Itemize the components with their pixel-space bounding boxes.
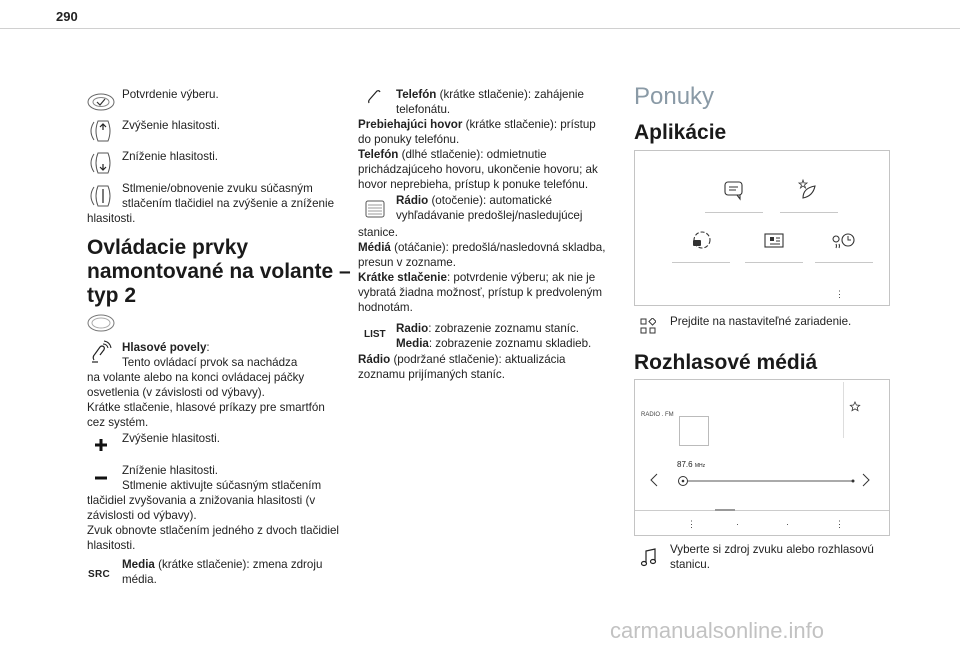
tel2-label: Telefón <box>358 148 399 161</box>
src-button-icon: SRC <box>88 569 111 580</box>
list-rad2-label: Rádio <box>358 353 391 366</box>
section-heading-steering-3: typ 2 <box>87 284 137 307</box>
call-label: Prebiehajúci hovor <box>358 118 463 131</box>
call-line-1 <box>358 118 596 133</box>
heating-timer-icon <box>832 228 856 252</box>
radio-menu-dot-2[interactable]: · <box>786 519 789 529</box>
list-button-icon: LIST <box>364 329 386 340</box>
apps-more-icon[interactable]: ⋮ <box>835 289 844 299</box>
minus-icon <box>93 474 109 482</box>
minus-text-2: Stlmenie aktivujte súčasným stlačením <box>122 479 322 492</box>
src-label: Media <box>122 558 155 571</box>
leaf-star-icon <box>797 178 821 202</box>
short-label: Krátke stlačenie <box>358 271 447 284</box>
voice-label: Hlasové povely <box>122 341 207 354</box>
freq-unit: MHz <box>694 463 706 469</box>
radio-screen <box>634 379 890 536</box>
app-sms-tile[interactable] <box>705 178 763 213</box>
confirm-button-icon <box>86 91 116 113</box>
media-label: Médiá <box>358 241 391 254</box>
station-artwork <box>679 416 709 446</box>
voice-text-3: osvetlenia (v závislosti od výbavy). <box>87 386 265 399</box>
grid-apps-icon <box>640 318 656 334</box>
freq-value: 87.6 <box>677 460 693 469</box>
list-radio-line <box>396 322 579 337</box>
plus-icon <box>93 437 109 453</box>
sms-icon <box>722 178 746 202</box>
call-text-2: do ponuky telefónu. <box>358 133 460 146</box>
thumbwheel-press-icon <box>86 183 116 209</box>
short-text-3: hodnotám. <box>358 301 413 314</box>
radio-text-2: vyhľadávanie predošlej/nasledujúcej <box>396 209 583 222</box>
radio-menu-dot-1[interactable]: · <box>736 519 739 529</box>
apps-caption: Prejdite na nastaviteľné zariadenie. <box>670 315 852 328</box>
short-text-1: : potvrdenie výberu; ak nie je <box>446 271 596 284</box>
display-settings-icon <box>762 228 786 252</box>
tel2-line-1 <box>358 148 547 163</box>
app-connect-tile[interactable] <box>672 228 730 263</box>
media-line-1 <box>358 241 605 256</box>
radio-wheel-icon <box>364 199 386 219</box>
tel2-text-3: hovor neprebieha, prístup k ponuke telefónu. <box>358 178 589 191</box>
mute-text-1: Stlmenie/obnovenie zvuku súčasným <box>122 182 313 195</box>
minus-text-6: hlasitosti. <box>87 539 136 552</box>
app-display-tile[interactable] <box>745 228 803 263</box>
tuning-slider[interactable] <box>677 474 857 492</box>
plus-text: Zvýšenie hlasitosti. <box>122 432 220 445</box>
list-media-label: Media <box>396 337 429 350</box>
minus-text-5: Zvuk obnovte stlačením jedného z dvoch tlačidiel <box>87 524 339 537</box>
radio-menu-icon-2[interactable]: ⋮ <box>835 519 844 529</box>
minus-text-1: Zníženie hlasitosti. <box>122 464 219 477</box>
app-eco-tile[interactable] <box>780 178 838 213</box>
vol-up-text: Zvýšenie hlasitosti. <box>122 119 220 132</box>
radio-text-1: (otočenie): automatické <box>428 194 552 207</box>
section-heading-radio-media: Rozhlasové médiá <box>634 351 818 374</box>
list-rad2-line <box>358 353 566 368</box>
list-rad2-text-2: zoznamu prijímaných staníc. <box>358 368 505 381</box>
radio-text-3: stanice. <box>358 226 398 239</box>
next-station-icon[interactable] <box>861 472 871 493</box>
call-text-1: (krátke stlačenie): prístup <box>462 118 596 131</box>
section-title-ponuky: Ponuky <box>634 83 715 110</box>
steering-control-icon <box>86 312 116 334</box>
voice-command-icon <box>88 340 114 366</box>
phone-icon <box>366 88 384 106</box>
tel-label: Telefón <box>396 88 437 101</box>
radio-band: RADIO . FM <box>641 412 674 418</box>
radio-caption-1: Vyberte si zdroj zvuku alebo rozhlasovú <box>670 543 874 556</box>
radio-label: Rádio <box>396 194 429 207</box>
voice-text-4: Krátke stlačenie, hlasové príkazy pre smartfón <box>87 401 325 414</box>
voice-text-5: cez systém. <box>87 416 149 429</box>
short-line-1 <box>358 271 595 286</box>
prev-station-icon[interactable] <box>649 472 659 493</box>
confirm-text: Potvrdenie výberu. <box>122 88 219 101</box>
short-text-2: vybratá žiadna možnosť, prístup k predvoleným <box>358 286 603 299</box>
tel2-text-2: prichádzajúceho hovoru, ukončenie hovoru; ak <box>358 163 598 176</box>
media-text-1: (otáčanie): predošlá/nasledovná skladba, <box>390 241 606 254</box>
media-text-2: presun v zozname. <box>358 256 456 269</box>
app-heating-tile[interactable] <box>815 228 873 263</box>
list-media-line <box>396 337 591 352</box>
tel-text-1: (krátke stlačenie): zahájenie <box>436 88 584 101</box>
voice-text-2: na volante alebo na konci ovládacej páčky <box>87 371 305 384</box>
radio-frequency <box>677 460 705 469</box>
page-number: 290 <box>56 9 78 24</box>
header-divider <box>0 28 960 29</box>
voice-text-1: Tento ovládací prvok sa nachádza <box>122 356 298 369</box>
tel-line-1 <box>396 88 584 103</box>
tel-text-2: telefonátu. <box>396 103 451 116</box>
favorite-star-icon[interactable] <box>849 400 861 418</box>
watermark: carmanualsonline.info <box>610 618 825 643</box>
minus-text-3: tlačidiel zvyšovania a znižovania hlasitosti (v <box>87 494 316 507</box>
vol-down-text: Zníženie hlasitosti. <box>122 150 219 163</box>
list-media-text: : zobrazenie zoznamu skladieb. <box>428 337 592 350</box>
tel2-text-1: (dlhé stlačenie): odmietnutie <box>398 148 547 161</box>
minus-text-4: závislosti od výbavy). <box>87 509 197 522</box>
radio-tab-indicator <box>715 509 735 511</box>
radio-caption-2: stanicu. <box>670 558 710 571</box>
src-text-1: (krátke stlačenie): zmena zdroju <box>154 558 323 571</box>
section-heading-steering-1: Ovládacie prvky <box>87 236 249 259</box>
music-note-icon <box>640 548 658 568</box>
list-radio-text: : zobrazenie zoznamu staníc. <box>428 322 580 335</box>
list-radio-label: Radio <box>396 322 429 335</box>
mute-text-2: stlačením tlačidiel na zvýšenie a zníženie <box>122 197 335 210</box>
radio-line-1 <box>396 194 552 209</box>
mute-text-3: hlasitosti. <box>87 212 136 225</box>
thumbwheel-down-icon <box>86 150 116 176</box>
list-rad2-text-1: (podržané stlačenie): aktualizácia <box>390 353 566 366</box>
connected-app-icon <box>689 228 713 252</box>
section-heading-steering-2: namontované na volante – <box>87 260 351 283</box>
voice-colon: : <box>206 341 210 354</box>
apps-screen <box>634 150 890 306</box>
src-line-1 <box>122 558 322 573</box>
voice-label-line <box>122 341 210 356</box>
thumbwheel-up-icon <box>86 118 116 144</box>
radio-menu-icon-1[interactable]: ⋮ <box>687 519 696 529</box>
radio-bottom-divider <box>635 510 889 511</box>
src-text-2: média. <box>122 573 157 586</box>
section-heading-apps: Aplikácie <box>634 121 727 144</box>
